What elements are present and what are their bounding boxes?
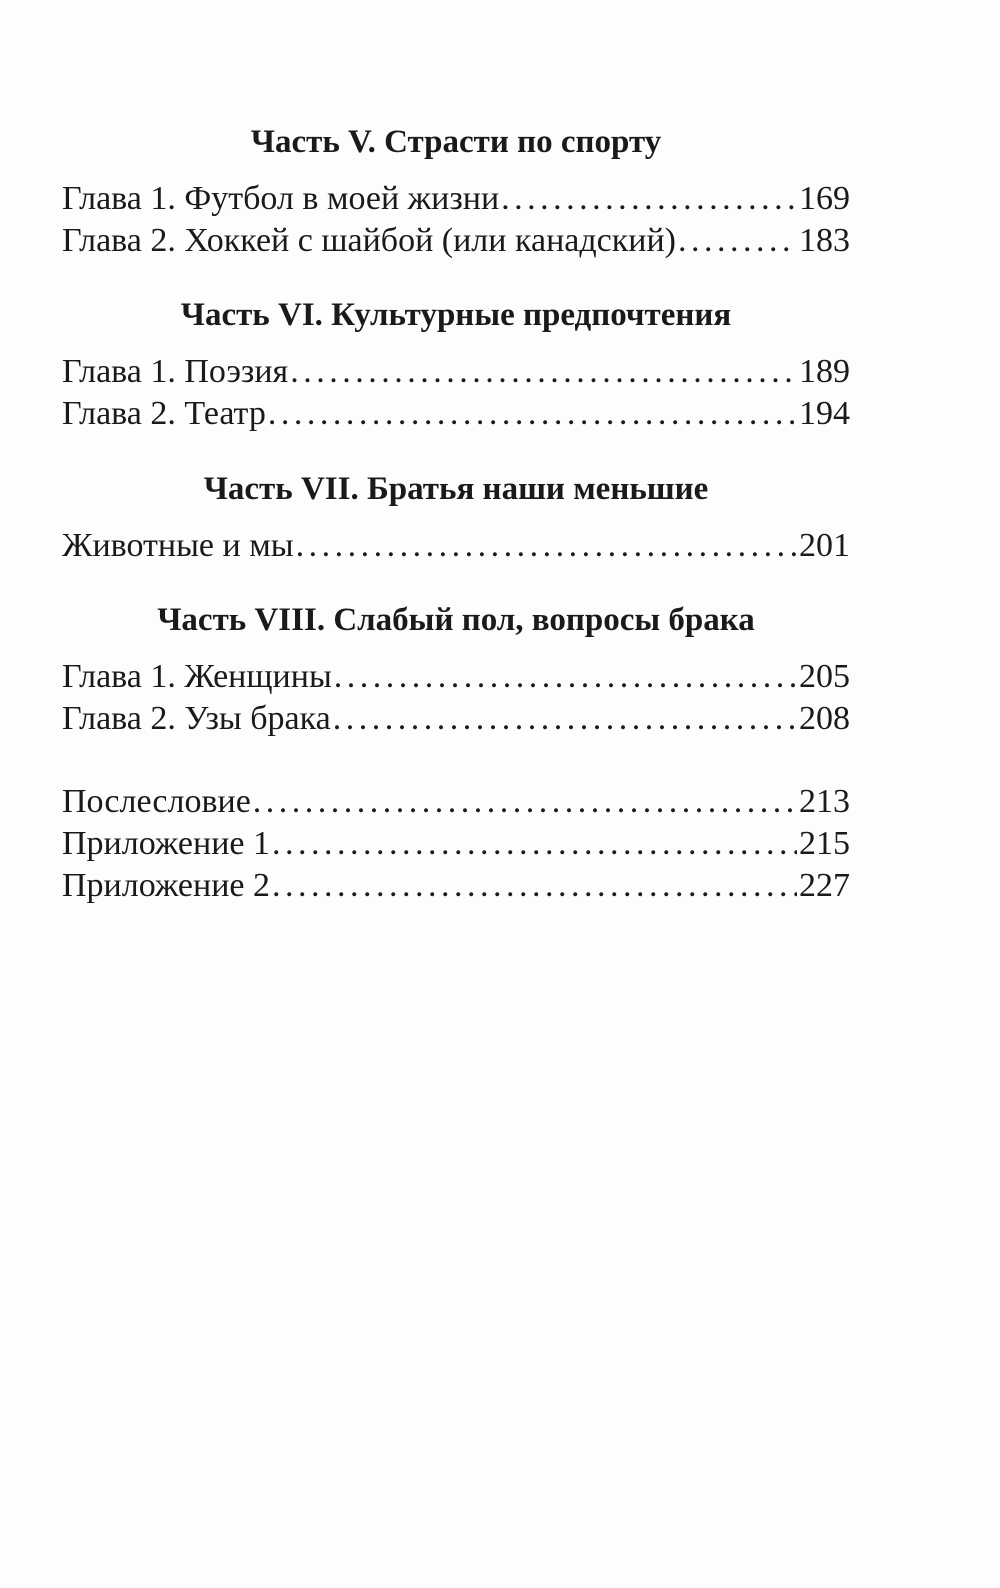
- entry-page: 201: [799, 527, 850, 564]
- toc-entry: [62, 867, 850, 905]
- leader-dots: [268, 395, 797, 433]
- toc-entry: [62, 395, 850, 433]
- entry-title: Глава 1. Поэзия: [62, 353, 289, 390]
- entry-title: Животные и мы: [62, 527, 294, 564]
- toc-entry: [62, 783, 850, 821]
- leader-dots: [253, 783, 797, 821]
- entry-title: Глава 1. Женщины: [62, 658, 332, 695]
- entry-page: 189: [799, 353, 850, 390]
- leader-dots: [290, 353, 797, 391]
- part-heading: Часть V. Страсти по спорту: [250, 124, 662, 160]
- leader-dots: [333, 700, 797, 738]
- entry-page: 208: [799, 700, 850, 737]
- entry-page: 169: [799, 180, 850, 217]
- leader-dots: [334, 658, 797, 696]
- leader-dots: [678, 222, 797, 260]
- entry-title: Глава 2. Хоккей с шайбой (или канадский): [62, 222, 676, 259]
- toc-entry: [62, 353, 850, 391]
- entry-title: Глава 2. Театр: [62, 395, 266, 432]
- part-heading: Часть VIII. Слабый пол, вопросы брака: [157, 602, 755, 638]
- entry-page: 213: [799, 783, 850, 820]
- toc-entry: [62, 180, 850, 218]
- entry-title: Приложение 2: [62, 867, 270, 904]
- leader-dots: [272, 825, 797, 863]
- part-heading: Часть VII. Братья наши меньшие: [203, 471, 709, 507]
- leader-dots: [272, 867, 797, 905]
- entry-title: Приложение 1: [62, 825, 270, 862]
- leader-dots: [296, 527, 797, 565]
- entry-title: Глава 2. Узы брака: [62, 700, 331, 737]
- entry-title: Послесловие: [62, 783, 251, 820]
- toc-entry: [62, 825, 850, 863]
- entry-page: 215: [799, 825, 850, 862]
- toc-entry: [62, 222, 850, 260]
- leader-dots: [501, 180, 797, 218]
- entry-page: 227: [799, 867, 850, 904]
- part-heading: Часть VI. Культурные предпочтения: [180, 297, 732, 333]
- entry-page: 183: [799, 222, 850, 259]
- entry-page: 205: [799, 658, 850, 695]
- entry-title: Глава 1. Футбол в моей жизни: [62, 180, 500, 217]
- entry-page: 194: [799, 395, 850, 432]
- toc-entry: [62, 700, 850, 738]
- toc-entry: [62, 527, 850, 565]
- toc-entry: [62, 658, 850, 696]
